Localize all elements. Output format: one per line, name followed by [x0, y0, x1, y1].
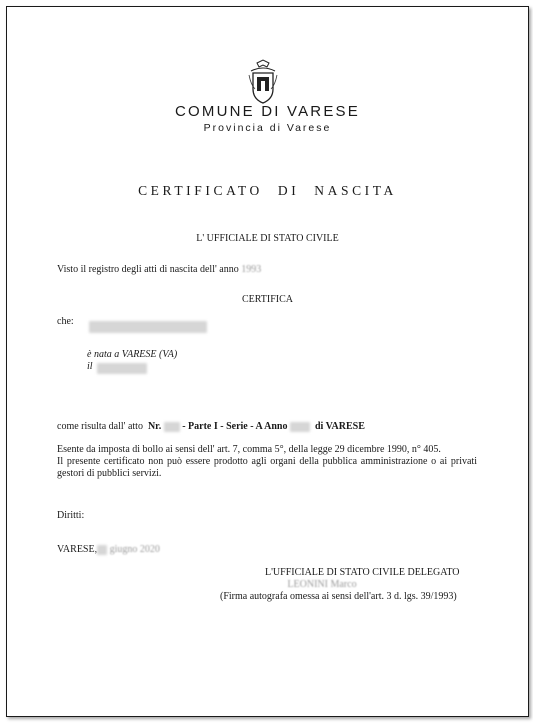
- certifica-heading: CERTIFICA: [241, 294, 294, 305]
- date-month-year: giugno 2020: [109, 544, 160, 555]
- redacted-atto-year: [290, 422, 310, 432]
- esente-paragraph: Esente da imposta di bollo ai sensi dell' art. 7, comma 5°, della legge 29 dicembre 1990, n° 405.: [57, 444, 441, 455]
- certificate-page: [6, 6, 529, 717]
- ufficiale-heading: L' UFFICIALE DI STATO CIVILE: [196, 233, 339, 244]
- che-label: che:: [57, 316, 74, 327]
- redacted-birthdate: [97, 363, 147, 374]
- redacted-day: [97, 545, 107, 555]
- atto-comune: di VARESE: [314, 421, 365, 432]
- place-label: VARESE,: [57, 544, 98, 555]
- birthplace-line: è nata a VARESE (VA): [87, 349, 178, 360]
- document-title: CERTIFICATO DI NASCITA: [138, 183, 397, 198]
- coat-of-arms-icon: [247, 59, 279, 105]
- birthdate-label: il: [87, 361, 93, 372]
- provincia-subheading: Provincia di Varese: [203, 122, 332, 134]
- comune-heading: COMUNE DI VARESE: [175, 103, 360, 120]
- atto-parte: - Parte I - Serie - A Anno: [182, 421, 288, 432]
- atto-line: [57, 421, 365, 432]
- visto-year: 1993: [241, 264, 262, 275]
- atto-nr-label: Nr.: [147, 421, 162, 432]
- signature-title: L'UFFICIALE DI STATO CIVILE DELEGATO: [265, 567, 460, 578]
- signatory-name: LEONINI Marco: [287, 579, 357, 590]
- redacted-atto-number: [164, 422, 180, 432]
- diritti-label: Diritti:: [57, 510, 85, 521]
- redacted-name: [89, 321, 207, 333]
- visto-text: Visto il registro degli atti di nascita dell' anno: [57, 264, 239, 275]
- date-line: [57, 544, 160, 555]
- visto-line: [57, 264, 261, 275]
- atto-prefix: come risulta dall' atto: [57, 421, 143, 432]
- presente-paragraph: Il presente certificato non può essere prodotto agli organi della pubblica amministrazione o ai privati gestori di pubblici servizi.: [57, 456, 477, 479]
- signature-note: (Firma autografa omessa ai sensi dell'art. 3 d. lgs. 39/1993): [220, 591, 457, 602]
